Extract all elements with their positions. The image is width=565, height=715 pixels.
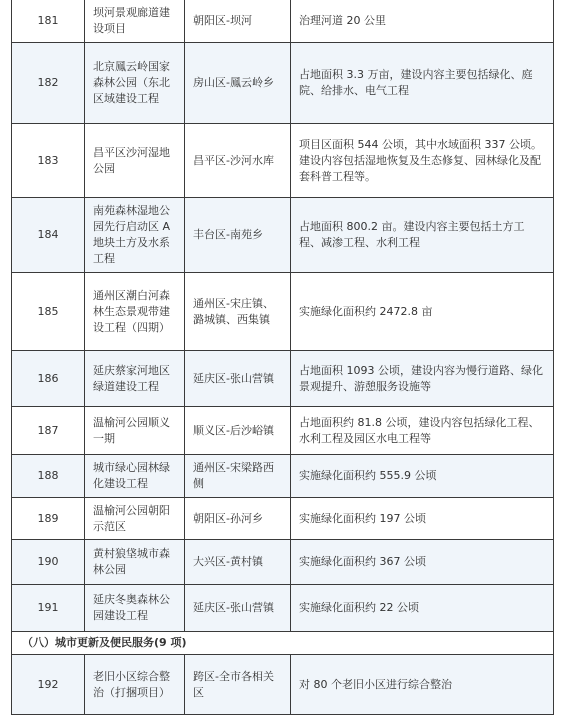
project-name: 北京鳳云岭国家森林公园（东北区域建设工程 — [85, 43, 185, 124]
project-description: 项目区面积 544 公顷，其中水域面积 337 公顷。建设内容包括湿地恢复及生态修复、园林绿化及配套科普工程等。 — [291, 124, 554, 198]
project-name: 黄村狼垡城市森林公园 — [85, 540, 185, 585]
project-description: 占地面积 1093 公顷，建设内容为慢行道路、绿化景观提升、游憩服务设施等 — [291, 351, 554, 407]
project-name: 老旧小区综合整治（打捆项目） — [85, 655, 185, 715]
project-name: 通州区潮白河森林生态景观带建设工程（四期） — [85, 273, 185, 351]
project-location: 朝阳区-孙河乡 — [185, 498, 291, 540]
project-name: 昌平区沙河湿地公园 — [85, 124, 185, 198]
project-description: 实施绿化面积约 197 公顷 — [291, 498, 554, 540]
section-heading-row — [12, 632, 554, 655]
project-description: 实施绿化面积约 555.9 公顷 — [291, 455, 554, 498]
project-name: 温榆河公园朝阳示范区 — [85, 498, 185, 540]
project-number: 184 — [12, 198, 85, 273]
section-heading: （八）城市更新及便民服务(9 项) — [12, 632, 554, 655]
project-name: 延庆冬奥森林公园建设工程 — [85, 585, 185, 632]
project-number: 187 — [12, 407, 85, 455]
table-row — [12, 198, 554, 273]
project-location: 顺义区-后沙峪镇 — [185, 407, 291, 455]
table-row — [12, 43, 554, 124]
project-number: 189 — [12, 498, 85, 540]
project-description: 实施绿化面积约 2472.8 亩 — [291, 273, 554, 351]
project-description: 实施绿化面积约 367 公顷 — [291, 540, 554, 585]
project-number: 182 — [12, 43, 85, 124]
project-number: 188 — [12, 455, 85, 498]
project-number: 191 — [12, 585, 85, 632]
project-number: 186 — [12, 351, 85, 407]
project-name: 城市绿心园林绿化建设工程 — [85, 455, 185, 498]
project-description: 对 80 个老旧小区进行综合整治 — [291, 655, 554, 715]
table-row — [12, 273, 554, 351]
project-number: 183 — [12, 124, 85, 198]
project-location: 延庆区-张山营镇 — [185, 351, 291, 407]
project-location: 朝阳区-坝河 — [185, 0, 291, 43]
table-row — [12, 540, 554, 585]
table-row — [12, 407, 554, 455]
project-name: 坝河景观廊道建设项目 — [85, 0, 185, 43]
project-name: 南苑森林湿地公园先行启动区 A 地块土方及水系工程 — [85, 198, 185, 273]
project-table — [11, 0, 554, 715]
project-description: 实施绿化面积约 22 公顷 — [291, 585, 554, 632]
project-number: 185 — [12, 273, 85, 351]
project-location: 通州区-宋庄镇、潞城镇、西集镇 — [185, 273, 291, 351]
table-row — [12, 498, 554, 540]
project-description: 治理河道 20 公里 — [291, 0, 554, 43]
project-number: 181 — [12, 0, 85, 43]
project-name: 延庆蔡家河地区绿道建设工程 — [85, 351, 185, 407]
table-row — [12, 585, 554, 632]
project-location: 昌平区-沙河水库 — [185, 124, 291, 198]
table-row — [12, 455, 554, 498]
project-location: 跨区-全市各相关区 — [185, 655, 291, 715]
project-location: 延庆区-张山营镇 — [185, 585, 291, 632]
project-location: 丰台区-南苑乡 — [185, 198, 291, 273]
project-location: 通州区-宋梁路西侧 — [185, 455, 291, 498]
project-description: 占地面积约 81.8 公顷，建设内容包括绿化工程、水利工程及园区水电工程等 — [291, 407, 554, 455]
project-number: 192 — [12, 655, 85, 715]
project-description: 占地面积 800.2 亩。建设内容主要包括土方工程、减渗工程、水利工程 — [291, 198, 554, 273]
table-row — [12, 124, 554, 198]
table-row — [12, 351, 554, 407]
project-name: 温榆河公园顺义一期 — [85, 407, 185, 455]
project-location: 房山区-鳳云岭乡 — [185, 43, 291, 124]
project-number: 190 — [12, 540, 85, 585]
table-row — [12, 655, 554, 715]
project-location: 大兴区-黄村镇 — [185, 540, 291, 585]
table-row — [12, 0, 554, 43]
project-description: 占地面积 3.3 万亩，建设内容主要包括绿化、庭院、给排水、电气工程 — [291, 43, 554, 124]
